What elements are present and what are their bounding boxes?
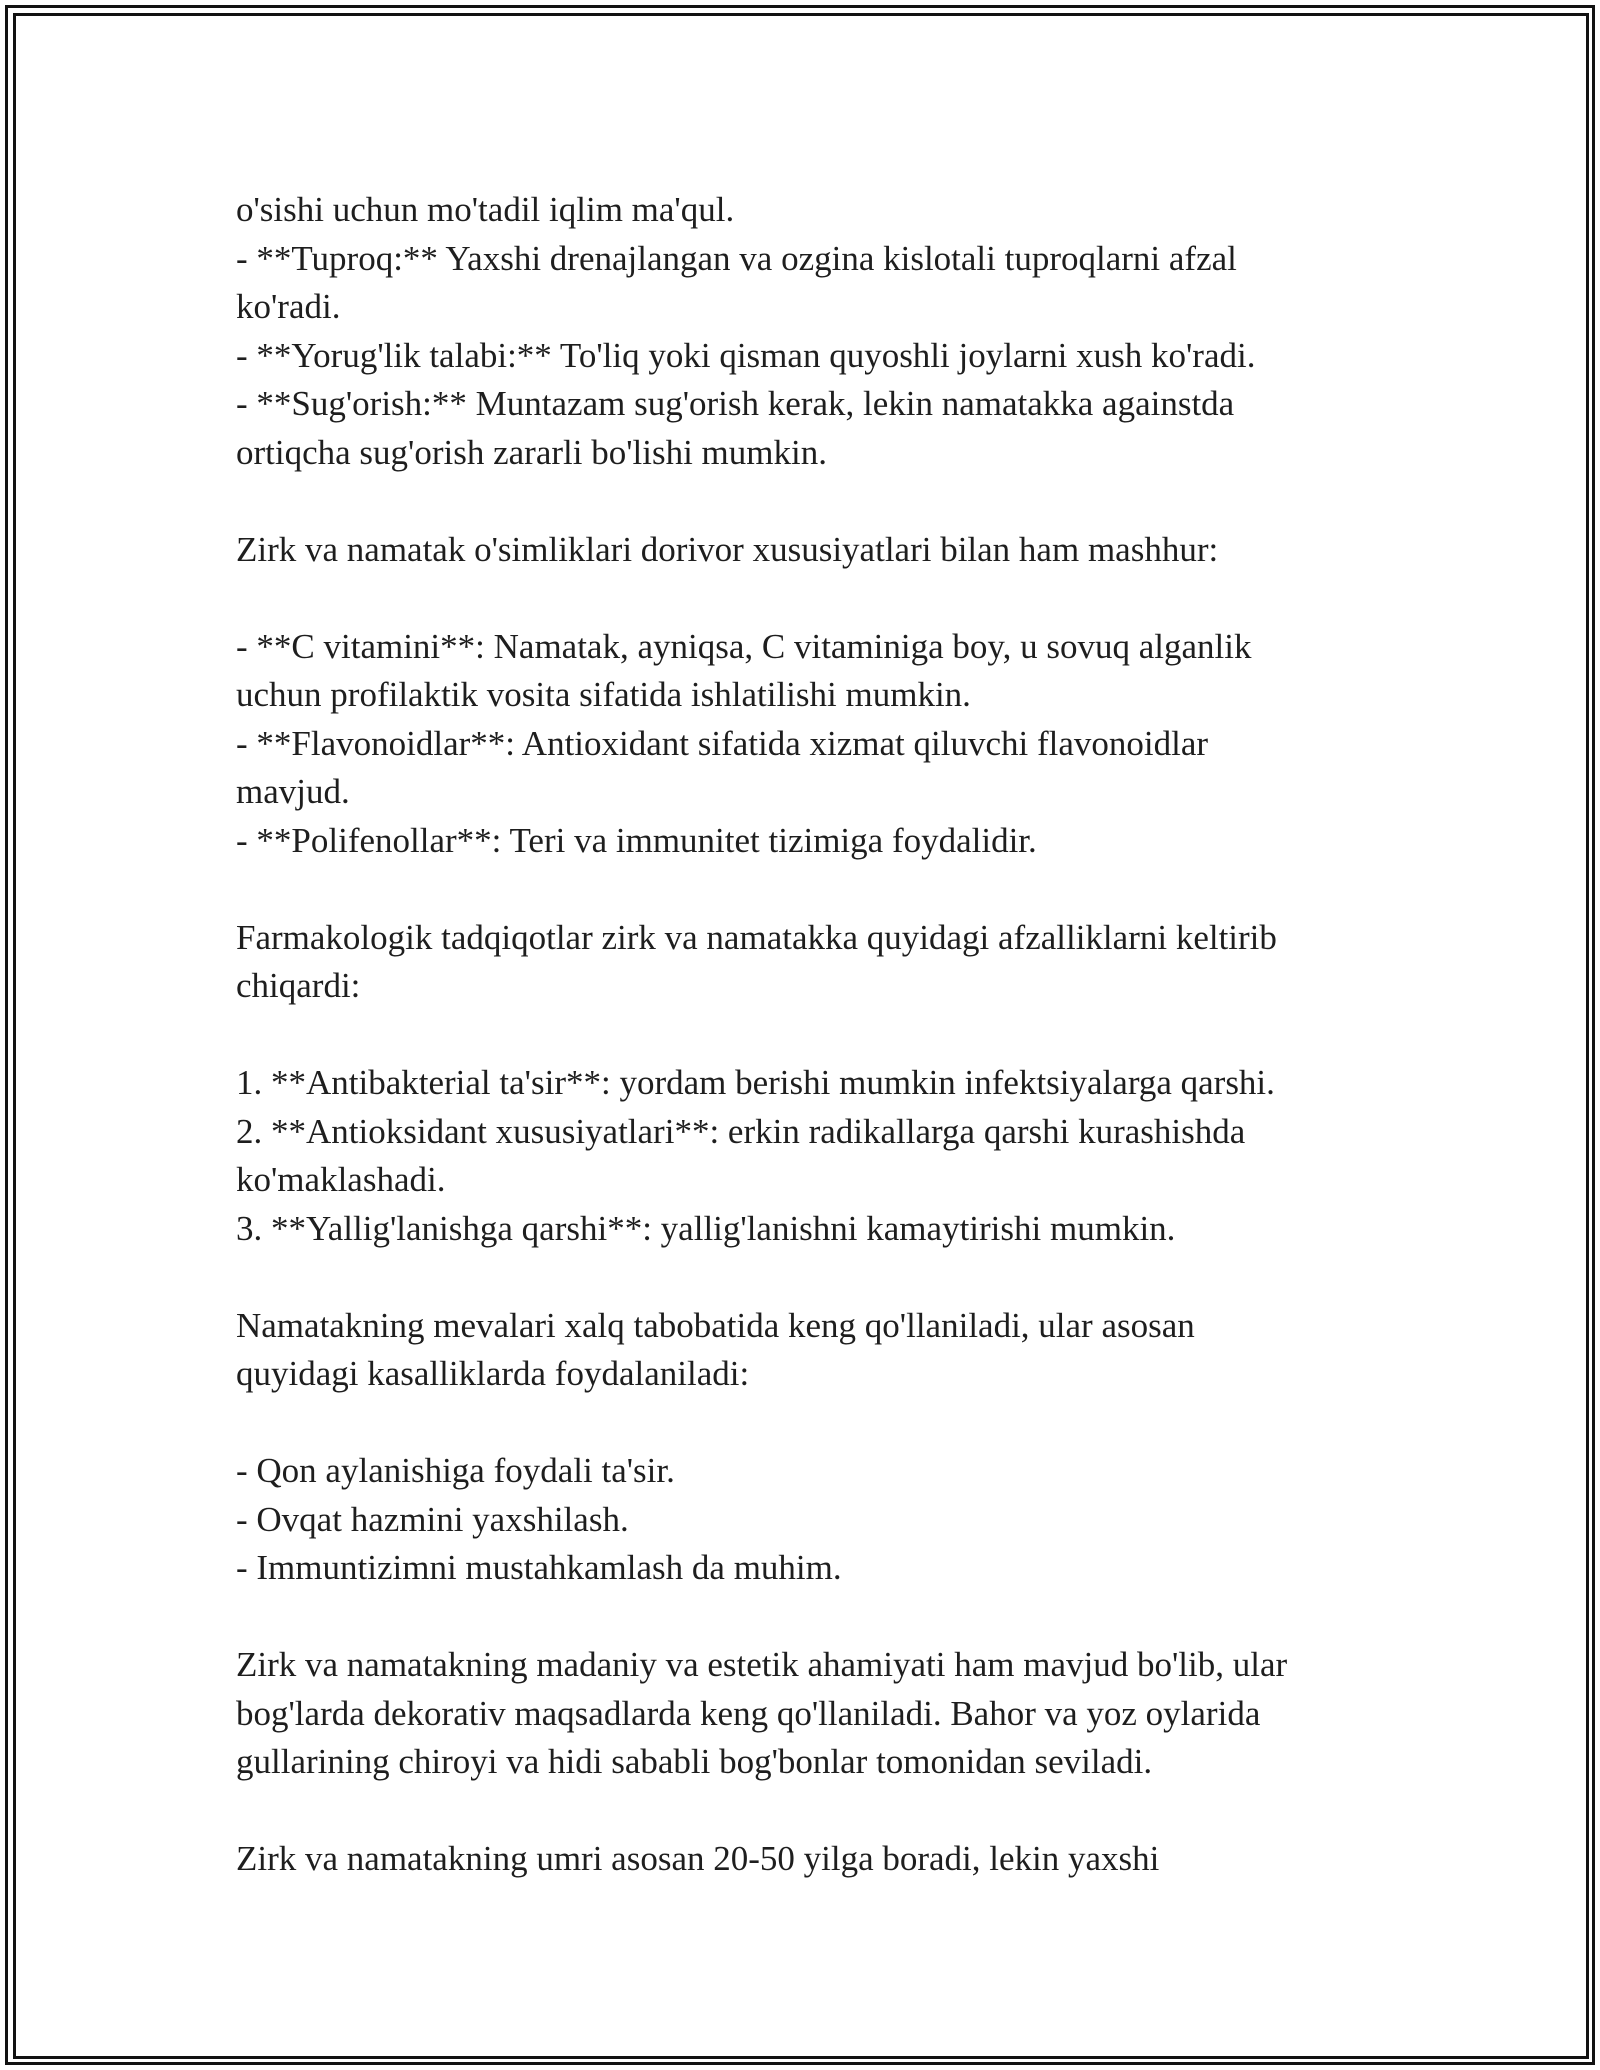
text-line: ko'maklashadi.	[236, 1160, 446, 1199]
list-item-flavonoids: - **Flavonoidlar**: Antioxidant sifatida xizmat qiluvchi flavonoidlar	[236, 723, 1209, 763]
text-line: gullarining chiroyi va hidi sababli bog'bonlar tomonidan seviladi.	[236, 1742, 1153, 1781]
paragraph-folk-medicine	[236, 1302, 1366, 1399]
list-item-soil: - **Tuproq:** Yaxshi drenajlangan va ozgina kislotali tuproqlarni afzal	[236, 238, 1237, 278]
text-line: ortiqcha sug'orish zararli bo'lishi mumkin.	[236, 432, 827, 472]
text-line: Zirk va namatak o'simliklari dorivor xususiyatlari bilan ham mashhur:	[236, 529, 1219, 569]
list-item-light: - **Yorug'lik talabi:** To'liq yoki qisman quyoshli joylarni xush ko'radi.	[236, 335, 1256, 375]
paragraph-gap	[236, 477, 1366, 526]
list-item-vitamin-c: - **C vitamini**: Namatak, ayniqsa, C vitaminiga boy, u sovuq alganlik	[236, 626, 1252, 666]
document-body	[236, 186, 1366, 1884]
text-line: Zirk va namatakning madaniy va estetik ahamiyati ham mavjud bo'lib, ular	[236, 1645, 1288, 1684]
text-line: Zirk va namatakning umri asosan 20-50 yilga boradi, lekin yaxshi	[236, 1839, 1160, 1878]
paragraph-pharmacology-intro	[236, 914, 1366, 1011]
list-item-watering: - **Sug'orish:** Muntazam sug'orish kerak, lekin namatakka againstda	[236, 384, 1235, 423]
paragraph-gap	[236, 1593, 1366, 1642]
list-folk-uses	[236, 1447, 1366, 1593]
paragraph-lifespan	[236, 1835, 1366, 1884]
list-item: - Immuntizimni mustahkamlash da muhim.	[236, 1548, 842, 1587]
text-line: Namatakning mevalari xalq tabobatida keng qo'llaniladi, ular asosan	[236, 1305, 1195, 1345]
list-item: - Ovqat hazmini yaxshilash.	[236, 1499, 629, 1539]
text-line: Farmakologik tadqiqotlar zirk va namatakka quyidagi afzalliklarni keltirib	[236, 917, 1277, 957]
paragraph-gap	[236, 1787, 1366, 1836]
list-pharmacology-benefits	[236, 1059, 1366, 1253]
paragraph-decorative-value	[236, 1641, 1366, 1787]
text-line: uchun profilaktik vosita sifatida ishlatilishi mumkin.	[236, 675, 971, 714]
list-item-anti-inflammatory: 3. **Yallig'lanishga qarshi**: yallig'lanishni kamaytirishi mumkin.	[236, 1208, 1176, 1248]
text-line: ko'radi.	[236, 287, 341, 326]
text-line: chiqardi:	[236, 966, 361, 1005]
list-item-polyphenols: - **Polifenollar**: Teri va immunitet tizimiga foydalidir.	[236, 820, 1037, 860]
list-item-antioxidant: 2. **Antioksidant xususiyatlari**: erkin radikallarga qarshi kurashishda	[236, 1111, 1246, 1151]
text-line: mavjud.	[236, 772, 350, 811]
paragraph-growing-conditions	[236, 186, 1366, 477]
list-item-antibacterial: 1. **Antibakterial ta'sir**: yordam berishi mumkin infektsiyalarga qarshi.	[236, 1063, 1275, 1102]
text-line: bog'larda dekorativ maqsadlarda keng qo'llaniladi. Bahor va yoz oylarida	[236, 1693, 1261, 1733]
text-line: o'sishi uchun mo'tadil iqlim ma'qul.	[236, 190, 735, 229]
text-line: quyidagi kasalliklarda foydalaniladi:	[236, 1354, 750, 1393]
paragraph-gap	[236, 574, 1366, 623]
paragraph-gap	[236, 865, 1366, 914]
list-item: - Qon aylanishiga foydali ta'sir.	[236, 1451, 675, 1490]
paragraph-gap	[236, 1253, 1366, 1302]
paragraph-gap	[236, 1399, 1366, 1448]
list-medicinal-properties	[236, 623, 1366, 866]
paragraph-gap	[236, 1011, 1366, 1060]
paragraph-medicinal-intro	[236, 526, 1366, 575]
